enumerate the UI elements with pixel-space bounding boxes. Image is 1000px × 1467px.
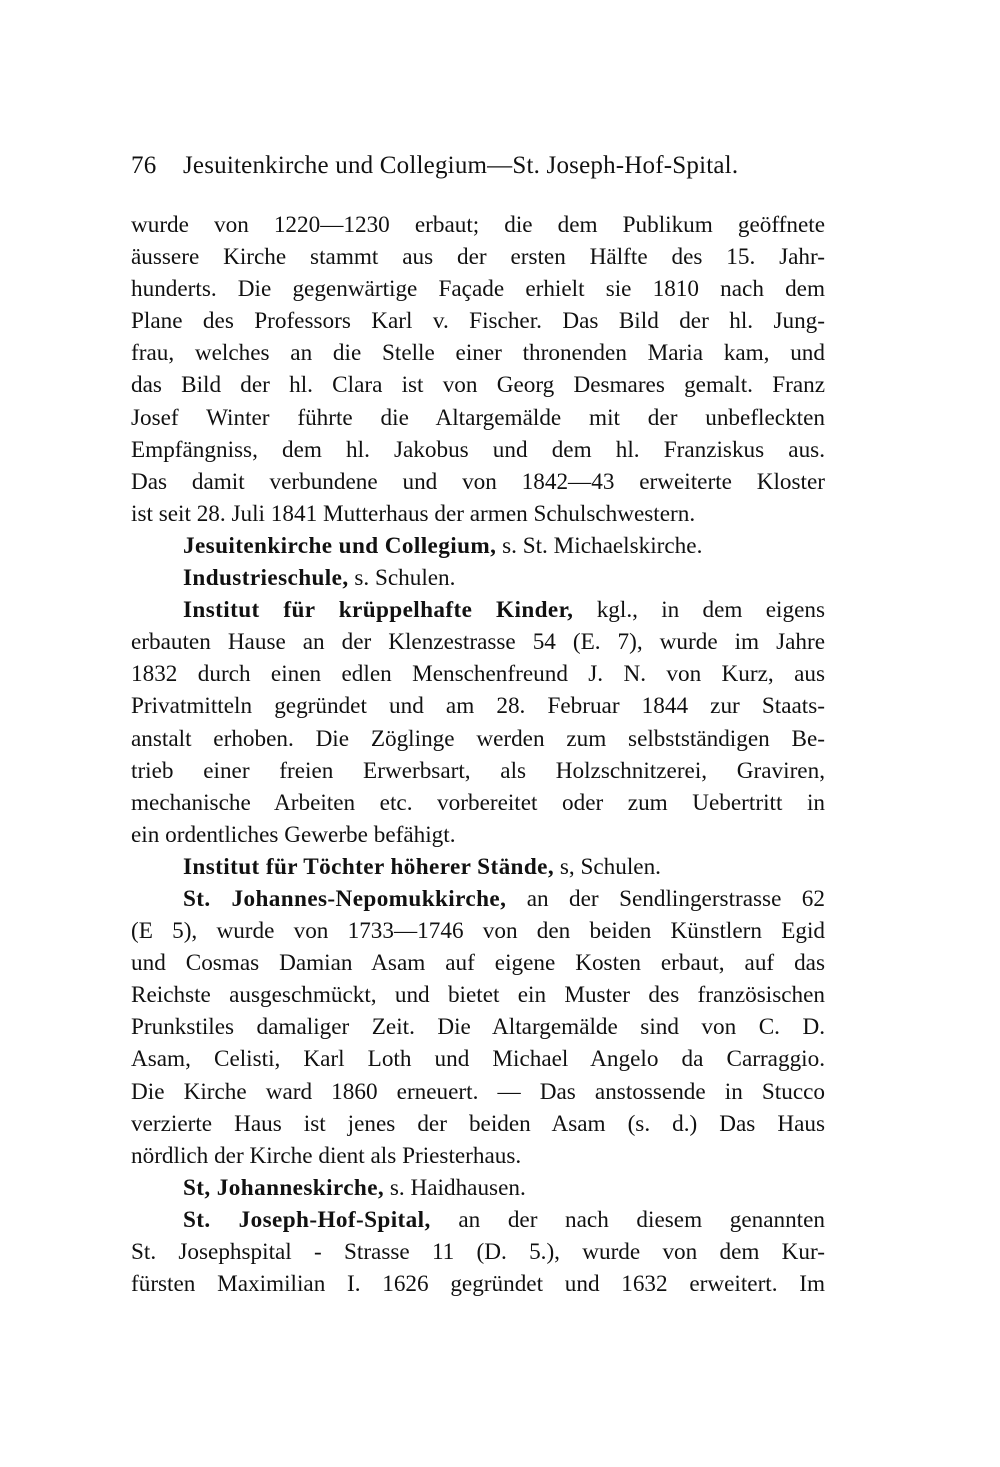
entry-line: St. Johannes-Nepomukkirche, an der Sendlingerstrasse 62 [183,885,825,912]
text-line: Plane des Professors Karl v. Fischer. Das Bild der hl. Jung- [131,308,825,335]
entry-line: Institut für Töchter höherer Stände, s, Schulen. [183,853,661,880]
text-line: St. Josephspital - Strasse 11 (D. 5.), wurde von dem Kur- [131,1239,825,1265]
text-line: ist seit 28. Juli 1841 Mutterhaus der armen Schulschwestern. [131,500,696,527]
text-line: mechanische Arbeiten etc. vorbereitet oder zum Uebertritt in [131,789,825,816]
text-line: Reichste ausgeschmückt, und bietet ein Muster des französischen [131,982,825,1009]
text-line: (E 5), wurde von 1733—1746 von den beiden Künstlern Egid [131,918,825,945]
text-line: 1832 durch einen edlen Menschenfreund J. N. von Kurz, aus [131,661,825,688]
entry-line: St. Joseph-Hof-Spital, an der nach diesem genannten [183,1206,826,1233]
text-line: verzierte Haus ist jenes der beiden Asam (s. d.) Das Haus [131,1110,825,1137]
entry-headword: Industrieschule, [183,565,349,592]
entry-headword: Institut für krüppelhafte Kinder, [183,597,574,624]
text-line: erbauten Hause an der Klenzestrasse 54 (E. 7), wurde im Jahre [131,629,825,656]
text-line: Empfängniss, dem hl. Jakobus und dem hl. Franziskus aus. [131,436,825,463]
entry-line: St, Johanneskirche, s. Haidhausen. [183,1174,526,1201]
text-line: ein ordentliches Gewerbe befähigt. [131,821,456,848]
text-line: fürsten Maximilian I. 1626 gegründet und 1632 erweitert. Im [131,1271,825,1298]
running-title: Jesuitenkirche und Collegium—St. Joseph-Hof-Spital. [183,152,739,179]
entry-line: Institut für krüppelhafte Kinder, kgl., in dem eigens [183,597,825,624]
text-line: nördlich der Kirche dient als Priesterhaus. [131,1142,522,1169]
text-line: anstalt erhoben. Die Zöglinge werden zum selbstständigen Be- [131,725,825,752]
entry-line: Jesuitenkirche und Collegium, s. St. Michaelskirche. [183,532,703,559]
text-line: Privatmitteln gegründet und am 28. Februar 1844 zur Staats- [131,693,825,720]
text-line: äussere Kirche stammt aus der ersten Hälfte des 15. Jahr- [131,244,825,271]
text-line: Die Kirche ward 1860 erneuert. — Das anstossende in Stucco [131,1078,825,1105]
body-text [131,209,825,1300]
entry-headword: St. Johannes-Nepomukkirche, [183,885,507,912]
page-number: 76 [131,152,157,179]
entry-headword: St, Johanneskirche, [183,1174,385,1201]
text-line: trieb einer freien Erwerbsart, als Holzschnitzerei, Graviren, [131,757,825,784]
running-header [131,150,831,182]
entry-headword: Institut für Töchter höherer Stände, [183,853,555,880]
text-line: Das damit verbundene und von 1842—43 erweiterte Kloster [131,468,825,495]
text-line: Prunkstiles damaliger Zeit. Die Altargemälde sind von C. D. [131,1014,825,1041]
text-line: das Bild der hl. Clara ist von Georg Desmares gemalt. Franz [131,372,825,399]
text-line: und Cosmas Damian Asam auf eigene Kosten erbaut, auf das [131,950,825,977]
text-line: hunderts. Die gegenwärtige Façade erhielt sie 1810 nach dem [131,276,825,303]
text-line: Asam, Celisti, Karl Loth und Michael Angelo da Carraggio. [131,1046,825,1073]
entry-headword: St. Joseph-Hof-Spital, [183,1206,431,1233]
text-line: Josef Winter führte die Altargemälde mit der unbefleckten [131,404,825,431]
text-line: frau, welches an die Stelle einer thronenden Maria kam, und [131,340,825,367]
text-line: wurde von 1220—1230 erbaut; die dem Publikum geöffnete [131,212,825,238]
entry-headword: Jesuitenkirche und Collegium, [183,532,497,559]
entry-line: Industrieschule, s. Schulen. [183,565,456,592]
